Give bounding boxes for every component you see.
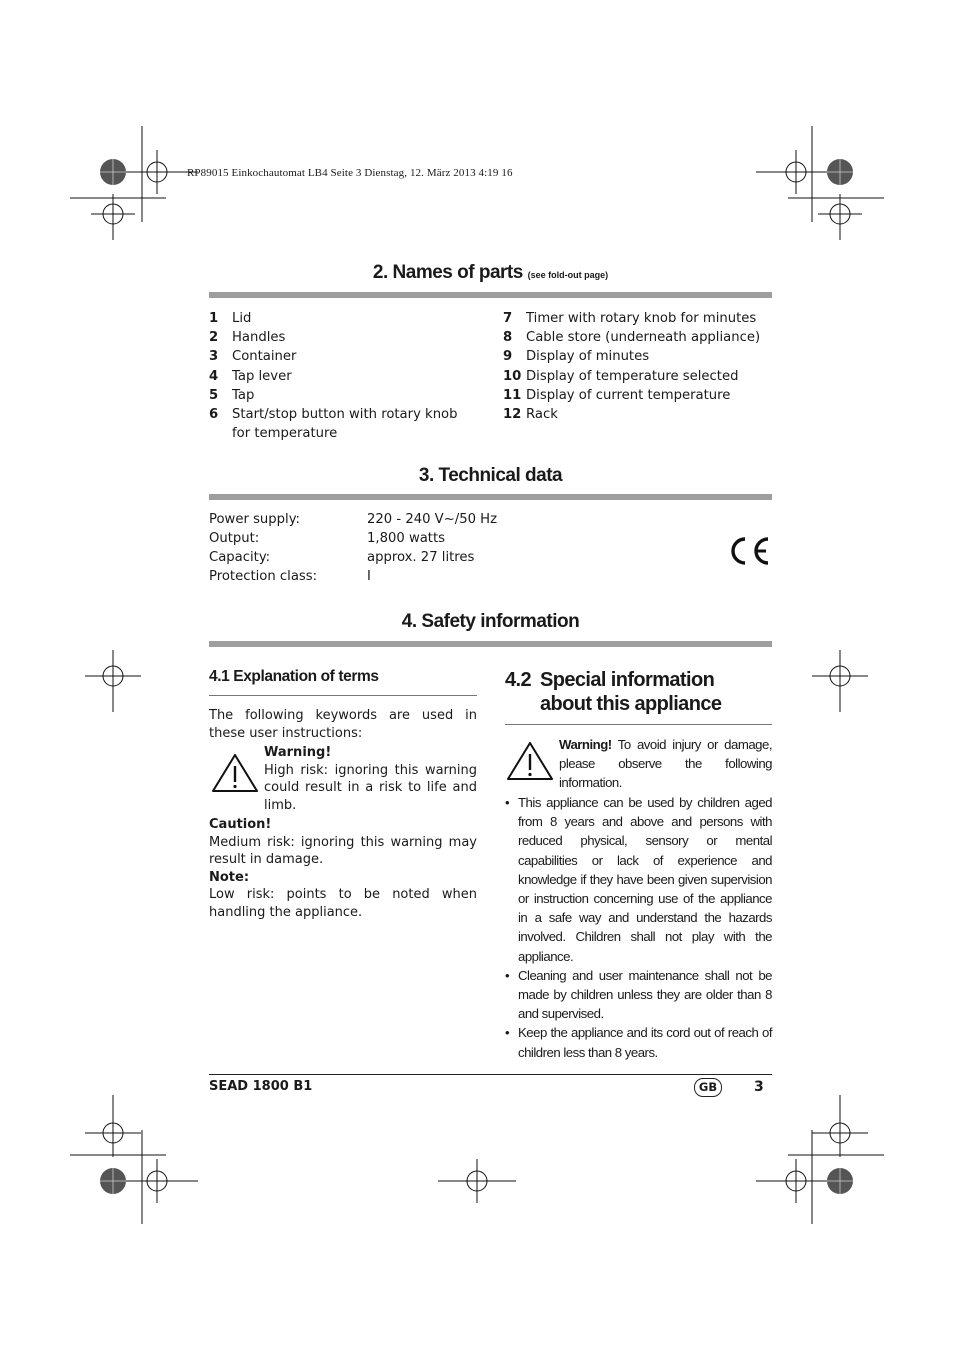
- warning-text: High risk: ignoring this warning could result in a risk to life and limb.: [264, 762, 477, 813]
- list-item: 8 Cable store (underneath appliance): [503, 330, 761, 346]
- parts-list-left: [209, 309, 474, 443]
- special-warning: [559, 735, 772, 793]
- caution-text: Medium risk: ignoring this warning may result in damage.: [209, 834, 477, 867]
- language-badge: GB: [694, 1078, 722, 1097]
- caution-label: Caution!: [209, 817, 272, 832]
- note-text: Low risk: points to be noted when handling the appliance.: [209, 887, 477, 920]
- list-item: 6 Start/stop button with rotary knob for temperature: [209, 407, 458, 442]
- note-label: Note:: [209, 869, 250, 885]
- heading-text: Special information about this appliance: [540, 669, 722, 715]
- list-item: 11 Display of current temperature: [503, 387, 731, 403]
- warning-triangle-icon: [505, 740, 555, 782]
- subsection-divider: [209, 695, 477, 696]
- page-number: 3: [754, 1079, 764, 1095]
- table-row: Power supply: 220 - 240 V~/50 Hz: [209, 512, 498, 527]
- print-header: RP89015 Einkochautomat LB4 Seite 3 Dienstag, 12. März 2013 4:19 16: [187, 167, 513, 179]
- technical-data-title: 3. Technical data: [418, 465, 563, 486]
- list-item: 9 Display of minutes: [503, 349, 650, 365]
- safety-information-title: 4. Safety information: [401, 611, 580, 632]
- table-row: Protection class: I: [209, 569, 371, 584]
- list-item: • Cleaning and user maintenance shall not be made by children unless they are older than 8 and supervised.: [505, 966, 772, 1024]
- list-item: 10 Display of temperature selected: [503, 368, 739, 384]
- special-warning-text: To avoid injury or damage, please observe the following information.: [559, 737, 772, 791]
- list-item: • Keep the appliance and its cord out of reach of children less than 8 years.: [505, 1023, 772, 1061]
- section-title-text: 2. Names of parts: [372, 262, 523, 283]
- section-title-note: (see fold-out page): [527, 270, 609, 280]
- section-divider: [209, 292, 772, 298]
- safety-bullet-list: [505, 793, 772, 1062]
- list-item: 3 Container: [209, 349, 297, 365]
- footer-model: SEAD 1800 B1: [209, 1079, 313, 1094]
- list-item: 1 Lid: [209, 311, 252, 326]
- section-divider: [209, 494, 772, 500]
- heading-number: 4.2: [505, 669, 532, 691]
- explanation-heading: 4.1 Explanation of terms: [209, 668, 379, 685]
- caution-definition: [209, 816, 477, 921]
- ce-mark-icon: [726, 535, 772, 567]
- explanation-intro: The following keywords are used in these user instructions:: [209, 708, 477, 741]
- warning-triangle-icon: [210, 752, 260, 794]
- list-item: 4 Tap lever: [209, 368, 292, 384]
- table-row: Output: 1,800 watts: [209, 531, 446, 546]
- list-item: 7 Timer with rotary knob for minutes: [503, 311, 757, 326]
- section-divider: [209, 641, 772, 647]
- subsection-divider: [505, 724, 772, 725]
- footer-divider: [209, 1074, 772, 1075]
- special-information-heading: [505, 668, 772, 716]
- warning-label: Warning!: [264, 745, 332, 760]
- list-item: 12 Rack: [503, 407, 558, 423]
- names-of-parts-title: [209, 262, 772, 284]
- table-row: Capacity: approx. 27 litres: [209, 550, 475, 565]
- list-item: 2 Handles: [209, 330, 286, 346]
- special-warning-label: Warning!: [559, 737, 612, 752]
- list-item: • This appliance can be used by children aged from 8 years and above and persons with reduced physical, sensory or mental capabilities or lack of experience and knowledge if they have been given supervision or instruction concerning use of the appliance in a safe way and understand the hazards involved. Children shall not play with the appliance.: [505, 793, 772, 966]
- warning-definition: [264, 744, 477, 814]
- list-item: 5 Tap: [209, 387, 255, 403]
- parts-list-right: [503, 309, 772, 424]
